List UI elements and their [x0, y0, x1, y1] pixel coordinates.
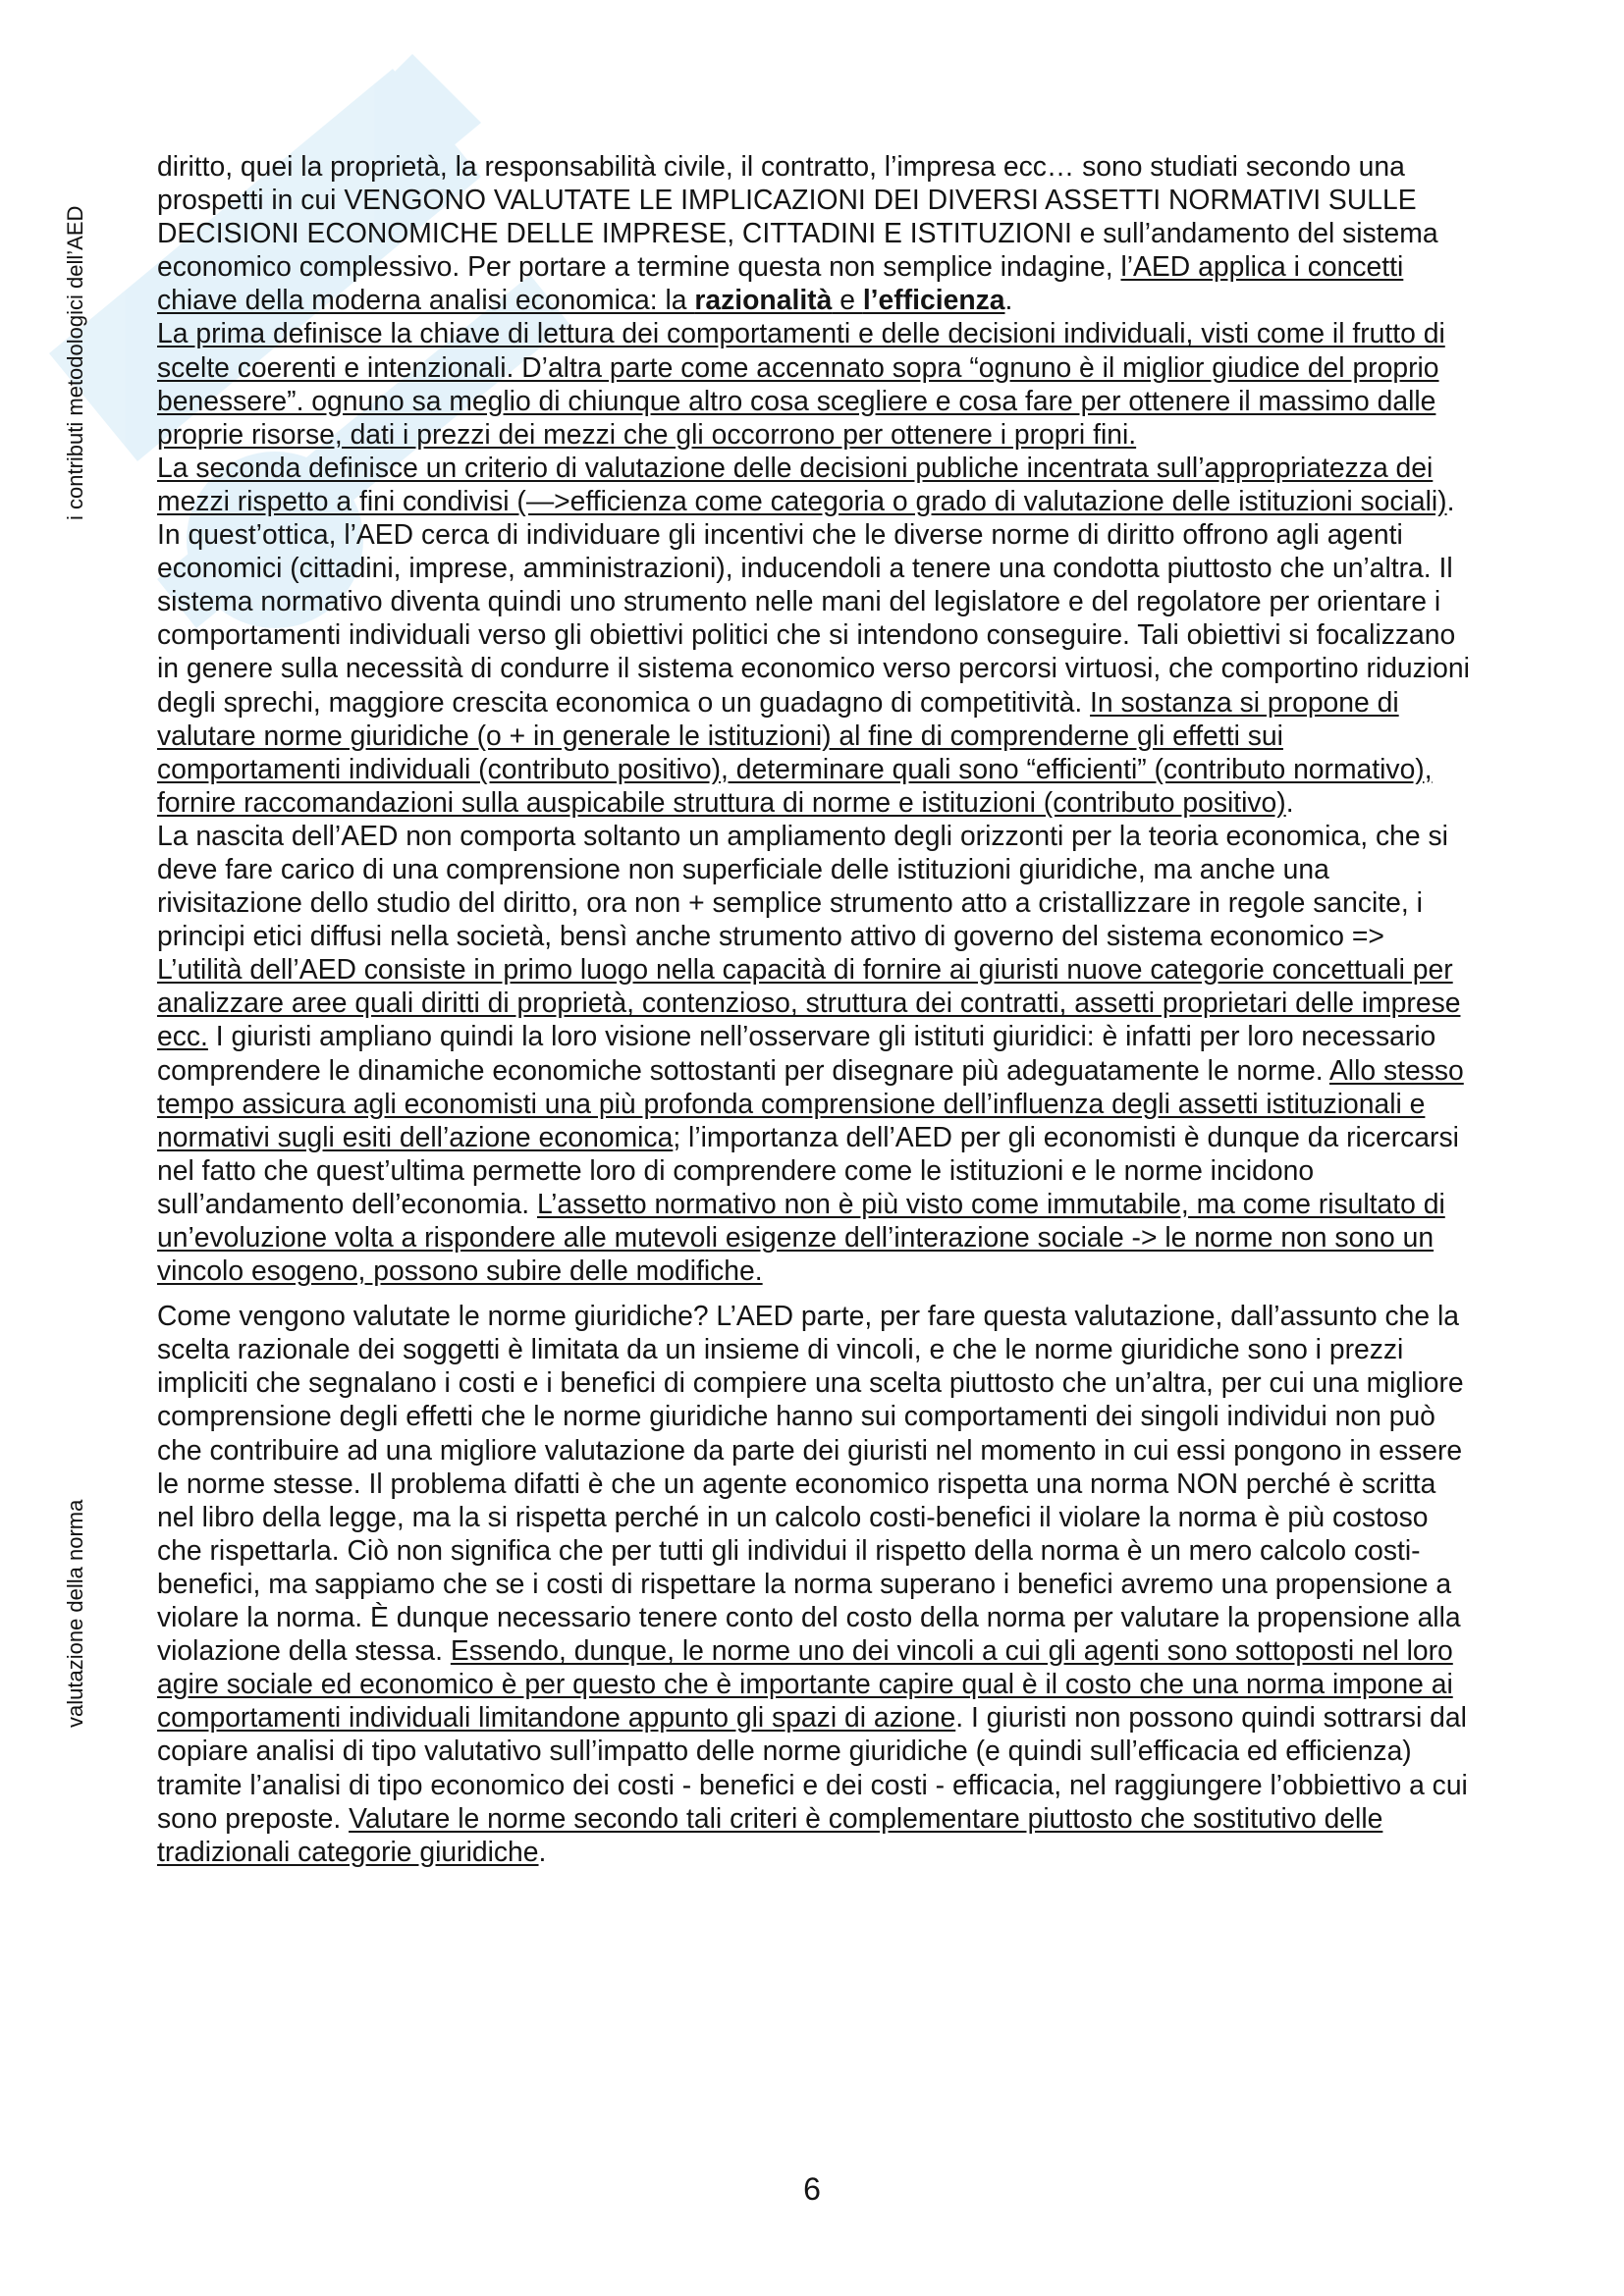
- text-run: La prima definisce la chiave di lettura dei comportamenti e delle decisioni individuali, visti come il frutto di scelte coerenti e intenzionali. D’altra parte come accennato sopra “ognuno è il miglior giudice del proprio benessere”. ognuno sa meglio di chiunque altro cosa scegliere e cosa fare per ottenere il massimo dalle proprie risorse, dati i prezzi dei mezzi che gli occorrono per ottenere i propri fini.: [157, 317, 1445, 450]
- text-run: ; l’importanza dell’AED per gli economisti è dunque da ricercarsi nel fatto che quest’ultima permette loro di comprendere come le istituzioni e le norme incidono sull’andamento dell’economia.: [157, 1120, 1459, 1219]
- text-run: e: [832, 284, 863, 316]
- text-run: L’utilità dell’AED consiste in primo luogo nella capacità di fornire ai giuristi nuove categorie concettuali per analizzare aree quali diritti di proprietà, contenzioso, struttura dei contratti, assetti proprietari delle imprese ecc.: [157, 953, 1461, 1052]
- text-run: L’assetto normativo non è più visto come immutabile, ma come risultato di un’evoluzione volta a rispondere alle mutevoli esigenze dell’interazione sociale -> le norme non sono un vincolo esogeno, possono subire delle modifiche.: [157, 1187, 1445, 1287]
- text-run: Come vengono valutate le norme giuridiche? L’AED parte, per fare questa valutazione, dall’assunto che la scelta razionale dei soggetti è limitata da un insieme di vincoli, e che le norme giuridiche sono i prezzi impliciti che segnalano i costi e i benefici di compiere una scelta piuttosto che un’altra, per cui una migliore comprensione degli effetti che le norme giuridiche hanno sui comportamenti dei singoli individui non può che contribuire ad una migliore valutazione da parte dei giuristi nel momento in cui essi pongono in essere le norme stesse. Il problema difatti è che un agente economico rispetta una norma NON perché è scritta nel libro della legge, ma la si rispetta perché in un calcolo costi-benefici il violare la norma è più costoso che rispettarla. Ciò non significa che per tutti gli individui il rispetto della norma è un mero calcolo costi-benefici, ma sappiamo che se i costi di rispettare la norma superano i benefici avremo una propensione a violare la norma. È dunque necessario tenere conto del costo della norma per valutare la propensione alla violazione della stessa.: [157, 1300, 1464, 1667]
- text-run: La nascita dell’AED non comporta soltanto un ampliamento degli orizzonti per la teoria economica, che si deve fare carico di una comprensione non superficiale delle istituzioni giuridiche, ma anche una rivisitazione dello studio del diritto, ora non + semplice strumento atto a cristallizzare in regole sancite, i principi etici diffusi nella società, bensì anche strumento attivo di governo del sistema economico =>: [157, 819, 1448, 952]
- text-run: La seconda definisce un criterio di valutazione delle decisioni publiche incentrata sull’appropriatezza dei mezzi rispetto a fini condivisi (—>efficienza come categoria o grado di valutazione delle istituzioni sociali): [157, 451, 1447, 516]
- paragraph: [157, 451, 1473, 517]
- paragraph: [157, 149, 1473, 316]
- text-run: l’efficienza: [862, 284, 1005, 316]
- text-run: l’AED applica i concetti chiave della moderna analisi economica: la: [157, 250, 1404, 316]
- text-run: In sostanza si propone di valutare norme giuridiche (o + in generale le istituzioni) al fine di comprenderne gli effetti sui comportamenti individuali (contributo positivo), determinare quali sono “efficienti” (contributo normativo), fornire raccomandazioni sulla auspicabile struttura di norme e istituzioni (contributo positivo): [157, 685, 1433, 818]
- margin-note-norm-evaluation: valutazione della norma: [63, 1499, 87, 1728]
- text-run: I giuristi ampliano quindi la loro visione nell’osservare gli istituti giuridici: è infatti per loro necessario comprendere le dinamiche economiche sottostanti per disegnare più adeguatamente le norme.: [157, 1020, 1436, 1086]
- paragraph: [157, 316, 1473, 450]
- text-run: .: [538, 1835, 547, 1867]
- body-text: [157, 149, 1473, 1868]
- paragraph: [157, 1299, 1473, 1868]
- text-run: In quest’ottica, l’AED cerca di individuare gli incentivi che le diverse norme di diritto offrono agli agenti economici (cittadini, imprese, amministrazioni), inducendoli a tenere una condotta piuttosto che un’altra. Il sistema normativo diventa quindi uno strumento nelle mani del legislatore e del regolatore per orientare i comportamenti individuali verso gli obiettivi politici che si intendono conseguire. Tali obiettivi si focalizzano in genere sulla necessità di condurre il sistema economico verso percorsi virtuosi, che comportino riduzioni degli sprechi, maggiore crescita economica o un guadagno di competitività.: [157, 518, 1470, 718]
- text-run: diritto, quei la proprietà, la responsabilità civile, il contratto, l’impresa ecc… sono studiati secondo una prospetti in cui VENGONO VALUTATE LE IMPLICAZIONI DEI DIVERSI ASSETTI NORMATIVI SULLE DECISIONI ECONOMICHE DELLE IMPRESE, CITTADINI E ISTITUZIONI e sull’andamento del sistema economico complessivo. Per portare a termine questa non semplice indagine,: [157, 150, 1438, 283]
- text-run: Allo stesso tempo assicura agli economisti una più profonda comprensione dell’influenza degli assetti istituzionali e normativi sugli esiti dell’azione economica: [157, 1053, 1464, 1152]
- text-run: .: [1004, 284, 1013, 316]
- text-run: Essendo, dunque, le norme uno dei vincoli a cui gli agenti sono sottoposti nel loro agire sociale ed economico è per questo che è importante capire qual è il costo che una norma impone ai comportamenti individuali limitandone appunto gli spazi di azione: [157, 1634, 1453, 1734]
- page-number: 6: [803, 2171, 821, 2207]
- paragraph: [157, 517, 1473, 819]
- text-run: razionalità: [694, 284, 833, 316]
- paragraph: [157, 819, 1473, 1287]
- text-run: .: [1285, 785, 1294, 818]
- margin-note-methodological-contributions: i contributi metodologici dell’AED: [63, 205, 87, 520]
- text-run: .: [1446, 484, 1455, 516]
- text-run: . I giuristi non possono quindi sottrarsi dal copiare analisi di tipo valutativo sull’impatto delle norme giuridiche (e quindi sull’efficacia ed efficienza) tramite l’analisi di tipo economico dei costi - benefici e dei costi - efficacia, nel raggiungere l’obbiettivo a cui sono preposte.: [157, 1701, 1468, 1834]
- text-run: Valutare le norme secondo tali criteri è complementare piuttosto che sostitutivo delle tradizionali categorie giuridiche: [157, 1801, 1383, 1867]
